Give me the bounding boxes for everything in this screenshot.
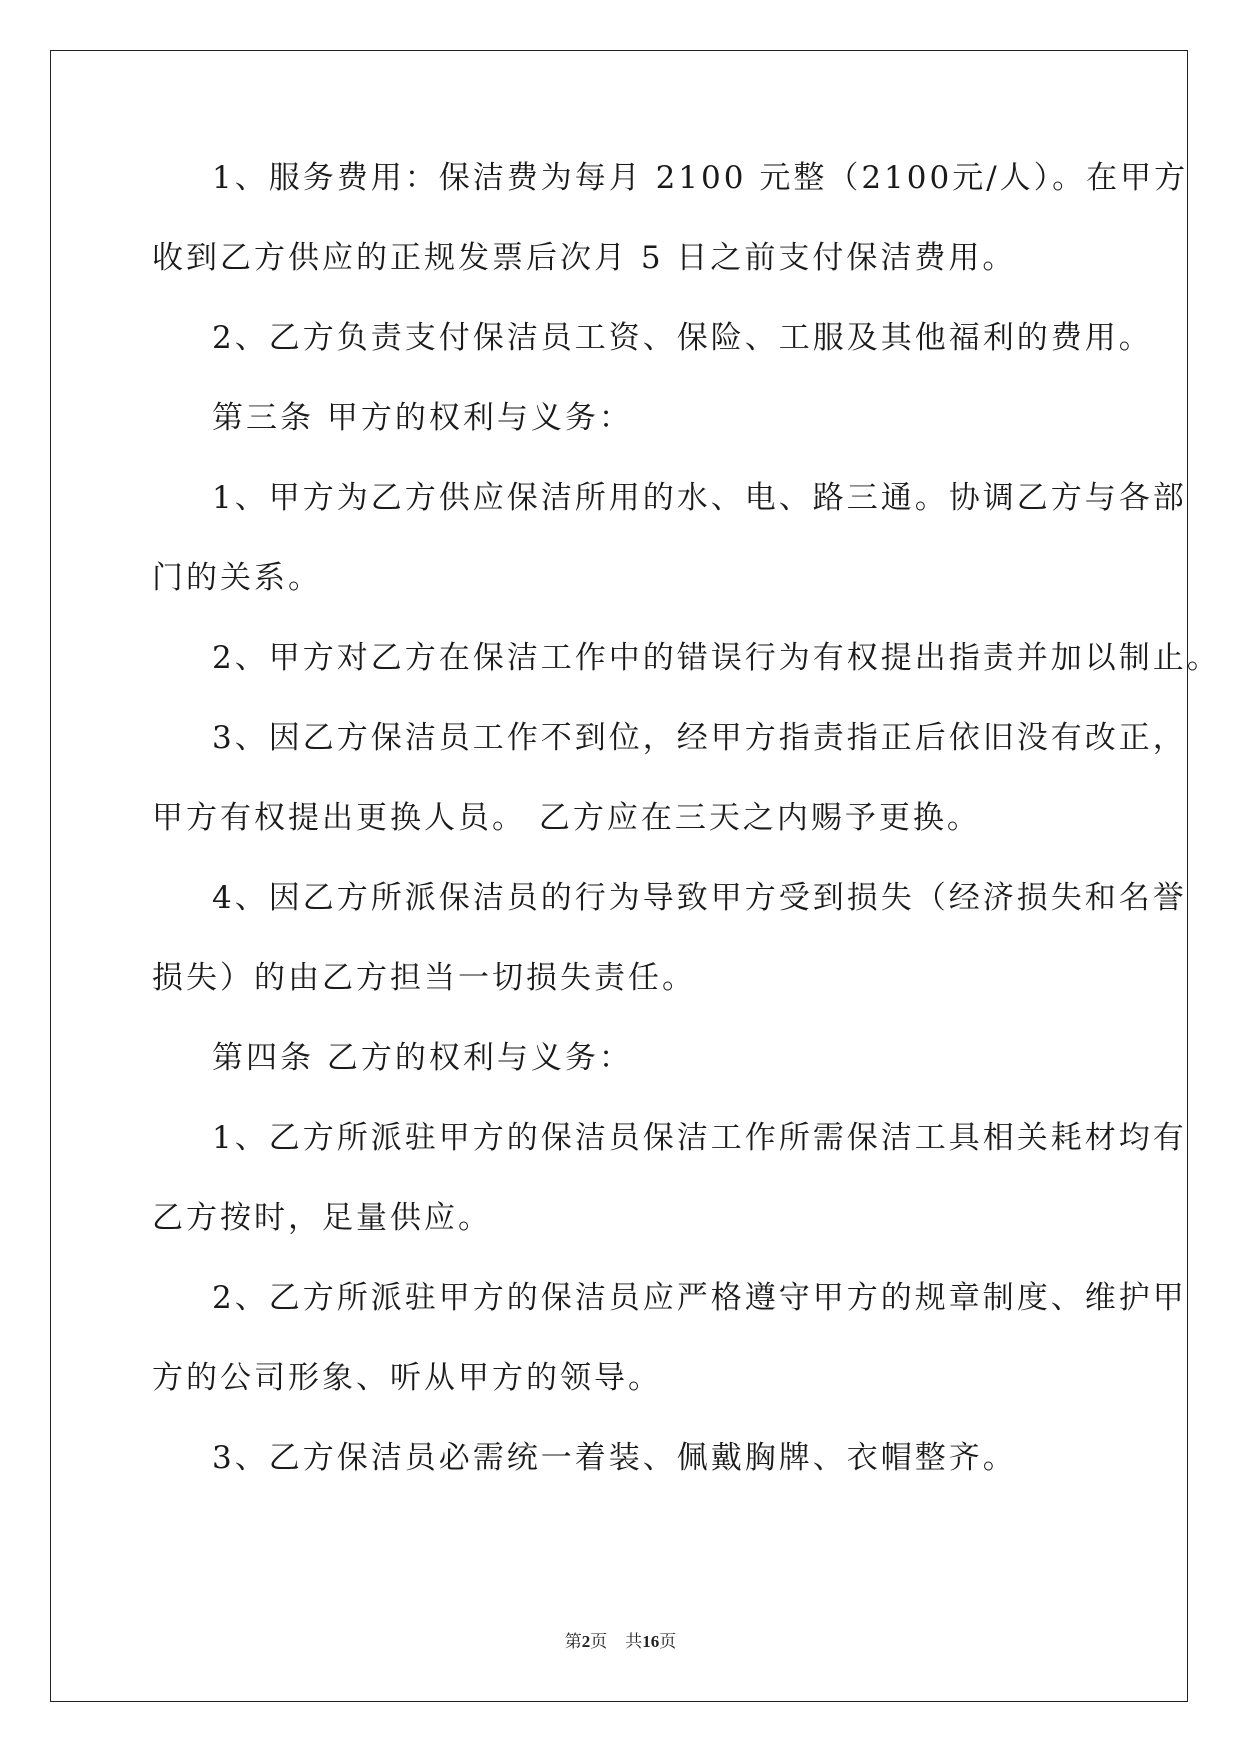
total-page-count: 16: [642, 1632, 660, 1651]
paragraph-line: 2、乙方所派驻甲方的保洁员应严格遵守甲方的规章制度、维护甲: [212, 1280, 1187, 1316]
paragraph-line: 4、因乙方所派保洁员的行为导致甲方受到损失（经济损失和名誉: [212, 880, 1187, 916]
page-prefix: 第: [564, 1632, 582, 1651]
document-body: [152, 160, 1221, 1520]
page-suffix: 页: [590, 1632, 608, 1651]
paragraph-line: 乙方按时，足量供应。: [152, 1200, 492, 1236]
paragraph-line: 甲方有权提出更换人员。 乙方应在三天之内赐予更换。: [152, 800, 981, 836]
section-heading: 第三条 甲方的权利与义务：: [212, 400, 633, 436]
paragraph-line: 1、甲方为乙方供应保洁所用的水、电、路三通。协调乙方与各部: [212, 480, 1187, 516]
paragraph-line: 1、服务费用：保洁费为每月 2100 元整（2100元/人）。在甲方: [212, 160, 1189, 196]
paragraph-line: 2、乙方负责支付保洁员工资、保险、工服及其他福利的费用。: [212, 320, 1153, 356]
section-heading: 第四条 乙方的权利与义务：: [212, 1040, 633, 1076]
paragraph-line: 2、甲方对乙方在保洁工作中的错误行为有权提出指责并加以制止。: [212, 640, 1221, 676]
total-prefix: 共: [625, 1632, 643, 1651]
paragraph-line: 1、乙方所派驻甲方的保洁员保洁工作所需保洁工具相关耗材均有: [212, 1120, 1187, 1156]
total-suffix: 页: [659, 1632, 677, 1651]
paragraph-line: 损失）的由乙方担当一切损失责任。: [152, 960, 696, 996]
current-page-number: 2: [581, 1632, 591, 1651]
paragraph-line: 3、乙方保洁员必需统一着装、佩戴胸牌、衣帽整齐。: [212, 1440, 1017, 1476]
paragraph-line: 收到乙方供应的正规发票后次月 5 日之前支付保洁费用。: [152, 240, 1017, 276]
paragraph-line: 门的关系。: [152, 560, 322, 596]
paragraph-line: 3、因乙方保洁员工作不到位，经甲方指责指正后依旧没有改正，: [212, 720, 1187, 756]
paragraph-line: 方的公司形象、听从甲方的领导。: [152, 1360, 662, 1396]
page-footer: [0, 1627, 1241, 1652]
